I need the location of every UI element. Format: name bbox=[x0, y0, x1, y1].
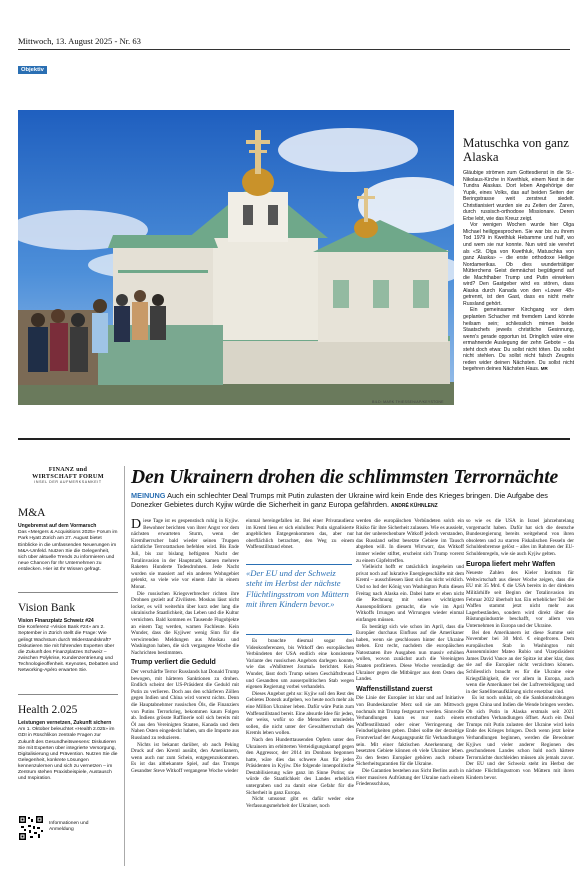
sidebar-event-text: Die Konferenz «Vision Bank #24» am 2. September in Zürich stellt die Frage: Wie gelingt Wachstum durch Widerstandskraft? Diskutieren Sie mit führenden Experten über die Zukunft des Finanzplatzes Schweiz – zwischen Polykrise, Kundenzentrierung und Technologieoffenheit. Keynotes, Debatten und Networking-Apéro erwarten Sie. bbox=[18, 625, 118, 674]
qr-code-icon[interactable] bbox=[18, 815, 44, 841]
forum-logo-line2: WIRTSCHAFT FORUM bbox=[32, 473, 104, 480]
article-column-3 bbox=[356, 518, 464, 788]
pull-quote-rule bbox=[246, 564, 352, 565]
section-tag: Objektiv bbox=[18, 66, 47, 74]
article-column-1 bbox=[131, 518, 239, 775]
photo-caption-title: Matuschka von ganz Alaska bbox=[463, 136, 569, 164]
section-divider bbox=[18, 438, 570, 440]
photo-paragraph: Gläubige strömen zum Gottesdienst in die St.-Nikolaus-Kirche in Kwethluk, einem Nest in der Tundra Alaskas. Dort leben Angehörige der Yupik, eines Volks, das auf beiden Seiten der Beringstrasse weit zerstreut siedelt. Christianisiert wurden sie zu Zeiten der Zaren, durch russisch-orthodoxe Missionare. Deren Erbe lebt, wie das Kreuz zeigt. bbox=[463, 170, 574, 222]
drop-cap: D bbox=[131, 517, 142, 532]
sidebar-event-subheading: Ungebremst auf dem Vormarsch bbox=[18, 523, 97, 529]
article-paragraph: Die Linie der Europäer ist klar und auf Initiative von Bundeskanzler Merz soll sie am Mittwoch nochmals mit Trump festgezurrt werden. Sinnvolle Verhandlungen kann es nur nach einem Waffenstillstand oder einer Verringerung der Feindseligkeiten geben. Dabei sollte der derzeitige Frontverlauf der Ausgangspunkt für Verhandlungen sein. Mit einer faktischen Anerkennung der besetzten Gebiete können eh viele Ukrainer leben. Zu den festen Europäer gehören auch robuste Sicherheitsgarantien für die Ukraine. bbox=[356, 695, 464, 768]
sidebar-divider bbox=[18, 694, 118, 695]
article-paragraph: Die Garantien bestehen aus Sicht Berlins auch in einer massiven Aufrüstung der Ukraine nach einem Friedensschluss, bbox=[356, 767, 464, 788]
qr-caption-line: Anmeldung bbox=[49, 827, 74, 833]
article-paragraph: Es bestätigt sich wie schon im April, dass die Europäer durchaus Einfluss auf die Amerikaner haben, wenn sie geschlossen hinter der Ukraine stehen. Erst recht, nachdem die europäischen Natostaaten ihre Ausgaben nun massiv erhöhen wollen, wovon zunächst auch die Vereinigten Staaten profitieren. Diese Woche verständigt der Ukrainer gegen die Mitbürger aus dem Osten des Landes. bbox=[356, 623, 464, 683]
sidebar-event-heading: Health 2.025 bbox=[18, 704, 78, 716]
dateline: Mittwoch, 13. August 2025 - Nr. 63 bbox=[18, 36, 141, 46]
sidebar-event-text: Das «Mergers & Acquisitions 2025» Forum im Park Hyatt Zürich am 27. August bietet Einblicke in die umfassenden Neuerungen im M&A-Umfeld. Nutzen Sie die Gelegenheit, sich über aktuelle Trends zu informieren und neue Chancen für Ihr Unternehmen zu entdecken. Hier ist Ihr Wissen gefragt. bbox=[18, 530, 118, 573]
church-photo bbox=[18, 110, 454, 405]
article-paragraph: Bei den Amerikanern ist diese Summe seit November bei 30 Mrd. € eingefroren. Dem europäischen Stab in Washington mit Aussenminister Mateo Rubio und Vizepräsident James David Vance an der Spitze ist aber klar, dass sie auf die Europäer nicht verzichten können. Schliesslich braucht es für die Ukraine eine Kriegsfähigkeit, die vor allem in Europa, auch wenn die Amerikaner bei der Luftverteidigung und in der Satellitenaufklärung nicht ersetzbar sind. bbox=[466, 629, 574, 695]
article-subheading: Europa liefert mehr Waffen bbox=[466, 560, 556, 568]
article-paragraph: Der verschärfte Terror Russlands hat Donald Trump bewogen, mit härteren Sanktionen zu drohen. Endlich scheint der US-Präsident die Geduld mit Putin zu verlieren. Doch aus den schärferen Zöllen gegen Indien und China wird vorerst nichts. Denn die Hauptabnehmer russischen Öls, die Finanziers von Putins Terrorkrieg, bekommen kaum Folgen ab. Indiens grösste Raffinerie soll sich bereits mit Öl aus den Vereinigten Staaten, Kanada und dem Nahen Osten eingedeckt haben, um die Importe aus Russland zu reduzieren. bbox=[131, 669, 239, 741]
article-column-4 bbox=[466, 518, 574, 781]
article-paragraph: Vielleicht hofft er tatsächlich insgeheim und privat noch auf lukrative Energiegeschäfte mit dem Kreml – ausschliessen lässt sich das nicht wirklich. Und so lud der König von Washington Putin diesen Freitag nach Alaska ein. Dabei hatte er eben nicht die Rechnung mit seinen wichtigsten Aussenpolitikern gemacht, die wie im April Witkoffs Irrungen und Wirrungen wieder einmal einfangen müssen. bbox=[356, 564, 464, 623]
photo-paragraph bbox=[463, 307, 574, 372]
pull-quote-rule bbox=[246, 634, 352, 635]
article-column-2-bottom bbox=[246, 638, 354, 809]
header-rule bbox=[18, 49, 570, 50]
article-paragraph: Es brauchte diesmal sogar drei Videokonferenzen, bis Witkoff den europäischen Verbündeten der USA endlich eine konsistente Variante des russischen Angebots darlegen konnte, wie das «Wallstreet Journal» berichtet. Kein Wunder, lässt doch Trump seinen Geschäftsfreund und Gesandten um ausserpolitischen Stab wegen eigenen Regierung vorbei verhandeln. bbox=[246, 638, 354, 691]
article-dek-text: Auch ein schlechter Deal Trumps mit Putin zulasten der Ukraine wird kein Ende des Krieges bringen. Die Aufgabe des Donezker Gebietes durch Kyjiw würde die Sicherheit in ganz Europa gefährden. bbox=[131, 491, 548, 510]
article-paragraph-text: iese Tage ist es gespenstisch ruhig in Kyjiw. Bewohner berichten von ihrer Angst vor dem nächsten erwarteten Sturm, wenn der Kremlherrscher bald wieder seinen Truppen nächtliche Terrorattacken befehlen wird. Bis Ende Juli, bis zur bislang heftigsten Nacht der Totalinvasion in der Hauptstadt, kamen mehrere Raketen Hunderte Todesdrohnen. Jede Nacht wurden sie massiert auf ein anderes Wohngebiet gelenkt, so viele wie vor einem Jahr in einem Monat. bbox=[131, 518, 239, 590]
article-paragraph: Dieses Angebot geht so: Kyjiw soll den Rest des Gebietes Donezk aufgeben, wo heute noch mehr als eine Million Ukrainer leben. Dafür wäre Putin zum Waffenstillstand bereit. Eine absurde Idee für jeden, der weiss, wofür so die Menschen umsiedeln sollen, die nicht unter der Gewaltherrschaft des Kremls leben wollen. bbox=[246, 690, 354, 737]
article-headline: Den Ukrainern drohen die schlimmsten Terrornächte bbox=[131, 467, 559, 488]
sidebar-event-ma[interactable] bbox=[18, 507, 118, 573]
author-signature: MR bbox=[540, 366, 548, 372]
photo-caption-body bbox=[463, 170, 574, 373]
article-paragraph: Nichts ist bekannt darüber, ob auch Peking Druck auf den Kreml ausübt, den Amerikanern, wenn auch nur zum Schein, entgegenzukommen. Es ist das altbekannte Spiel, auf das Trumps Gesandter Steve Witkoff vergangene Woche wieder bbox=[131, 741, 239, 774]
sidebar-event-subheading: Vision Finanzplatz Schweiz #24 bbox=[18, 618, 94, 624]
sidebar-event-health[interactable] bbox=[18, 704, 118, 783]
sidebar-event-heading: Vision Bank bbox=[18, 602, 76, 614]
article-kicker: MEINUNG bbox=[131, 491, 166, 500]
photo-paragraph: Vor wenigen Wochen wurde hier Olga Michael heiliggesprochen. Sie war bis zu ihrem Tod 1979 in Kwethluk Hebamme und half, wo und wem sie nur konnte. Nun wird sie verehrt als «St. Olga von Kwethluk, Matuschka von ganz Alaska» – die erste orthodoxe Heilige Nordamerikas. Ob dies wunderträtiger Mütterchens Geist demnächst begütigend auf die Machthaber Trump und Putin einwirken wird? Den Gastgeber wird es stören, dass Alaska durch Kanada von den «Lower 48» getrennt, ist den Gast, dass es nicht mehr Russland gehört. bbox=[463, 222, 574, 307]
forum-logo bbox=[18, 466, 118, 484]
article-paragraph: einmal hereingefallen ist. Bei einer Privataudienz im Kreml liess er sich einlullen: Putin signalisierte angeblichen Entgegenkommen das, aber nur oberflächlich betrachtet, den Weg zu einem Waffenstillstand ebnet. bbox=[246, 518, 354, 551]
forum-logo-tagline: INSEL DER AUFMERKSAMKEIT bbox=[34, 480, 102, 484]
article-paragraph: Die russischen Kriegsverbrecher richten ihre Drohnen gezielt auf Zivilisten. Moskau lässt nicht locker, es will weiterhin über kurz oder lang die ukrainische Staatlichkeit, das Leben und die Kultur vernichten. Bald kommen es Tausende Flugobjekte an einem Tag werden, warnen Fachleute. Kein Wunder, dass die Kyjiwer wenig Sinn für die verwirrenden Meldungen aus Moskau und Washington haben, die sich vergangene Woche die Nachrichten bestimmten. bbox=[131, 590, 239, 656]
qr-caption[interactable] bbox=[49, 821, 88, 833]
article-author: ANDRÉ KÜHNLENZ bbox=[391, 503, 438, 510]
article-paragraph: so wie es die USA in Israel jahrzehntelang vorgemacht haben. Dafür hat sich die deutsche Bundesregierung bereits weitgehend von ihren obsoleten und zu starren Fiskalischen Fesseln der Schuldenbremse gelöst – alles im Rahmen der EU-Schuldenregeln, wie sie auch Kyjiw gelten. bbox=[466, 518, 574, 557]
article-paragraph bbox=[131, 518, 239, 591]
article-subheading: Trump verliert die Geduld bbox=[131, 659, 216, 667]
photo-credit: BILD: MARK THIESSEN/AP/KEYSTONE bbox=[372, 400, 444, 404]
article-paragraph: Nicht umsonst gibt es dafür weder eine Verfassungsmehrheit der Ukrainer, noch bbox=[246, 796, 354, 809]
article-paragraph: Nach den Hunderttausenden Opfern unter den Ukrainern im erbitterten Verteidigungskampf gegen den Aggressor, der 2014 im Donbass begonnen hatte, wäre dies das schwere Aus für jeden Präsidenten in Kyjiw. Die folgende innenpolitische Destabilisierung wäre ganz im Sinne Putins; sie würde die Staatlichkeit des Landes erheblich untergraben und zu damit eine Gefahr für die Sicherheit in ganz Europa. bbox=[246, 736, 354, 796]
qr-caption-line: Informationen und bbox=[49, 821, 89, 826]
column-divider bbox=[124, 466, 125, 866]
sidebar-event-vision-bank[interactable] bbox=[18, 602, 118, 674]
forum-logo-line1: FINANZ und bbox=[48, 466, 88, 473]
sidebar-divider bbox=[18, 592, 118, 593]
photo-paragraph-text: Ein gemeinsamer Kirchgang vor dem geplanten Schacher mit fremdem Land könnte heilsam sein; schliesslich mimen beide Staatschefs jeweils christliche Gesinnung, wenn's gerade opportun ist. Dringlich wäre eine ermahnende Auslegung der zehn Gebote – da steht doch etwa: Du sollst nicht töten. Du sollst nicht stehlen. Du sollst nicht falsch Zeugnis reden wider deinen Nächsten. Du sollst nicht begehren deines Nächsten Haus. bbox=[463, 307, 574, 373]
sidebar-event-subheading: Leistungen vernetzen, Zukunft sichern bbox=[18, 720, 112, 726]
pull-quote: «Der EU und der Schweiz steht im Herbst der nächste Flüchtlingsstrom von Müttern mit ihren Kindern bevor.» bbox=[246, 568, 349, 610]
article-column-2-top bbox=[246, 518, 354, 551]
article-subheading: Waffenstillstand zuerst bbox=[356, 685, 433, 693]
article-dek bbox=[131, 491, 576, 511]
article-paragraph: werden die europäischen Verbündeten solch ein Risiko für ihre Sicherheit zulassen. Wie es aussieht, hat der unberechenbare Witkoff jedoch verstanden, das Russland selbst besetzte Gebiete im Tausch abgeben will. In diesem Wirrwarr, das Witkoff immer wieder stiftet, erscheint sich Trump vorerst zu einem Gipfeltreffen. bbox=[356, 518, 464, 564]
sidebar-event-text: Am 1. Oktober beleuchtet «Health 2.025» im GDI in Rüschlikon zentrale Fragen zur Zukunft des Gesundheitswesens: Diskutieren Sie mit Experten über integrierte Versorgung, Digitalisierung und Prävention. Nutzen Sie die Gelegenheit, konkrete Lösungen kennenzulernen und sich zu vernetzen – im Zentrum stehen Praxisbeispiele, Austausch und Inspiration. bbox=[18, 727, 118, 782]
article-paragraph: Neueste Zahlen des Kieler Instituts für Weltwirtschaft aus dieser Woche zeigen, dass die EU mit 35 Mrd. € die USA bereits in der direkten Militärhilfe seit Beginn der Totalinvasion im Februar 2022 überholt hat. Ein erheblicher Teil der Waffen stammt jetzt nicht mehr aus Lagerbeständen, sondern wird direkt über die Rüstungsindustrie beschafft, vor allem von Unternehmen in Europa und der Ukraine. bbox=[466, 570, 574, 629]
article-paragraph: Es ist noch unklar, ob die Sanktionsdrohungen gegen China und Indien die Wende bringen werden. Ob sich Putin in Alaska erstmals seit 2021 ernsthaften Verhandlungen öffnet. Auch ein Deal Trumps mit Putin zulasten der Ukraine wird kein Ende des Krieges bringen. Doch wenn jetzt keine Verhandlungen beginnen, werden die Bewohner Kyjiws und vieler anderer Regionen des geschundenen Landes schon bald noch härtere Terrornächte durchleiden müssen als jemals zuvor. Der EU und der Schweiz steht im Herbst der nächste Flüchtlingsstrom von Müttern mit ihren Kindern bevor. bbox=[466, 695, 574, 781]
sidebar-event-heading: M&A bbox=[18, 507, 46, 519]
